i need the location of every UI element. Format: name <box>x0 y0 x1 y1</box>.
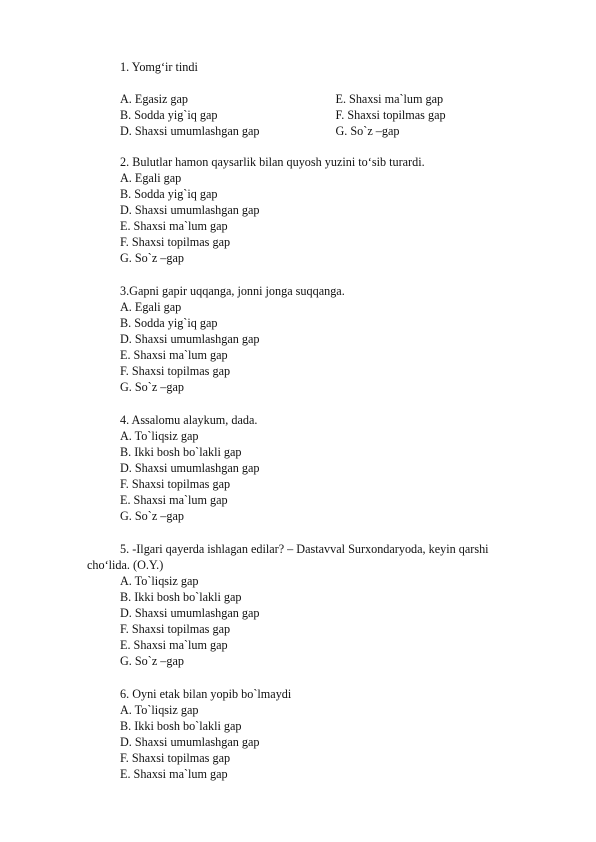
question-3-stem: 3.Gapni gapir uqqanga, jonni jonga suqqanga. <box>120 284 345 298</box>
option: G. So`z –gap <box>120 380 184 394</box>
option: G. So`z –gap <box>335 124 400 138</box>
option: B. Ikki bosh bo`lakli gap <box>120 445 242 459</box>
question-1-stem: 1. Yomg‘ir tindi <box>120 60 198 74</box>
option: B. Sodda yig`iq gap <box>120 108 218 122</box>
question-6-stem: 6. Oyni etak bilan yopib bo`lmaydi <box>120 687 292 701</box>
question-5 <box>87 541 551 669</box>
question-1-options-left <box>120 91 336 139</box>
option: A. To`liqsiz gap <box>120 703 199 717</box>
option: D. Shaxsi umumlashgan gap <box>120 203 260 217</box>
option: D. Shaxsi umumlashgan gap <box>120 461 260 475</box>
question-2-stem: 2. Bulutlar hamon qaysarlik bilan quyosh yuzini to‘sib turardi. <box>120 155 425 169</box>
option: A. Egali gap <box>120 171 182 185</box>
option: B. Ikki bosh bo`lakli gap <box>120 719 242 733</box>
option: E. Shaxsi ma`lum gap <box>120 493 228 507</box>
option: A. To`liqsiz gap <box>120 574 199 588</box>
option: D. Shaxsi umumlashgan gap <box>120 735 260 749</box>
option: E. Shaxsi ma`lum gap <box>120 348 228 362</box>
option: G. So`z –gap <box>120 509 184 523</box>
option: D. Shaxsi umumlashgan gap <box>120 606 260 620</box>
option: D. Shaxsi umumlashgan gap <box>120 124 260 138</box>
option: B. Ikki bosh bo`lakli gap <box>120 590 242 604</box>
option: F. Shaxsi topilmas gap <box>120 622 231 636</box>
option: F. Shaxsi topilmas gap <box>120 477 231 491</box>
question-1-options-right <box>336 91 552 139</box>
option: E. Shaxsi ma`lum gap <box>120 219 228 233</box>
question-2 <box>87 154 551 266</box>
option: F. Shaxsi topilmas gap <box>120 364 231 378</box>
option: F. Shaxsi topilmas gap <box>120 235 231 249</box>
question-5-stem: 5. -Ilgari qayerda ishlagan edilar? – Dastavval Surxondaryoda, keyin qarshi <box>120 542 489 556</box>
option: E. Shaxsi ma`lum gap <box>120 767 228 781</box>
option: A. To`liqsiz gap <box>120 429 199 443</box>
question-1 <box>87 59 551 139</box>
question-3 <box>87 283 551 395</box>
question-1-options <box>87 91 551 139</box>
option: F. Shaxsi topilmas gap <box>335 108 446 122</box>
question-6 <box>87 686 551 782</box>
option: F. Shaxsi topilmas gap <box>120 751 231 765</box>
option: E. Shaxsi ma`lum gap <box>335 92 444 106</box>
option: G. So`z –gap <box>120 654 184 668</box>
option: B. Sodda yig`iq gap <box>120 187 218 201</box>
question-4-stem: 4. Assalomu alaykum, dada. <box>120 413 258 427</box>
question-4 <box>87 412 551 524</box>
option: G. So`z –gap <box>120 251 184 265</box>
option: D. Shaxsi umumlashgan gap <box>120 332 260 346</box>
option: B. Sodda yig`iq gap <box>120 316 218 330</box>
option: A. Egali gap <box>120 300 182 314</box>
option: E. Shaxsi ma`lum gap <box>120 638 228 652</box>
question-5-stem-continuation: cho‘lida. (O.Y.) <box>87 558 164 572</box>
option: A. Egasiz gap <box>120 92 189 106</box>
